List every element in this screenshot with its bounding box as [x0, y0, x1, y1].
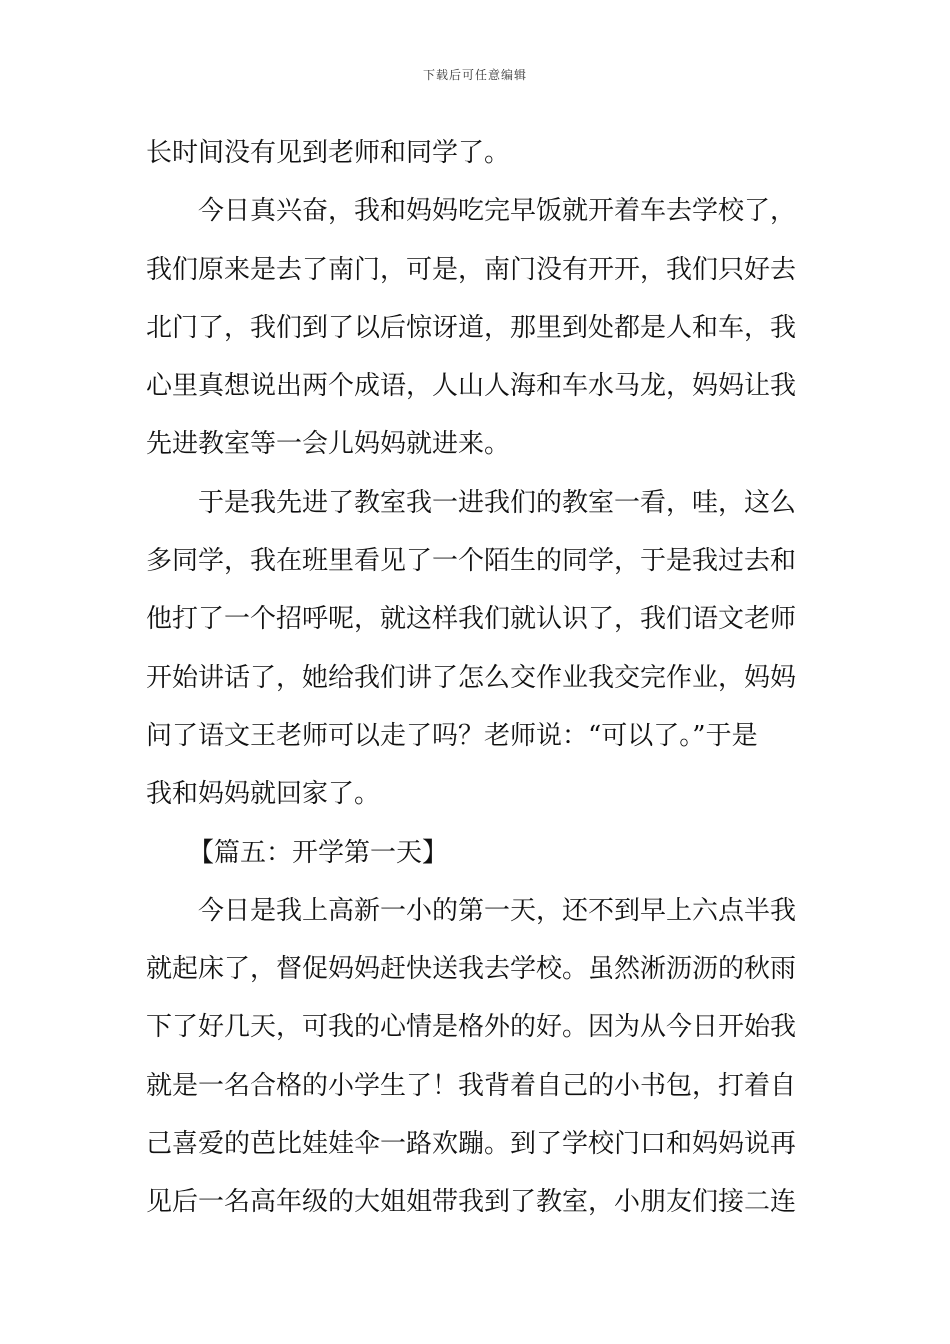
- text-line: 己喜爱的芭比娃娃伞一路欢蹦。到了学校门口和妈妈说再: [146, 1129, 797, 1160]
- text-line: 开始讲话了，她给我们讲了怎么交作业我交完作业，妈妈: [146, 662, 797, 693]
- text-line: 先进教室等一会儿妈妈就进来。: [146, 429, 511, 460]
- text-line: 北门了，我们到了以后惊讶道，那里到处都是人和车，我: [146, 312, 797, 343]
- text-line: 今日是我上高新一小的第一天，还不到早上六点半我: [198, 895, 797, 926]
- text-line: 多同学，我在班里看见了一个陌生的同学，于是我过去和: [146, 546, 797, 577]
- text-line: 今日真兴奋，我和妈妈吃完早饭就开着车去学校了，: [198, 196, 797, 227]
- text-line: 就是一名合格的小学生了！我背着自己的小书包，打着自: [146, 1070, 797, 1101]
- section-heading: 【篇五：开学第一天】: [188, 837, 449, 868]
- page-header: 下载后可任意编辑: [422, 68, 527, 82]
- text-line: 见后一名高年级的大姐姐带我到了教室，小朋友们接二连: [146, 1187, 797, 1218]
- text-line: 我和妈妈就回家了。: [146, 779, 381, 810]
- text-line: 就起床了，督促妈妈赶快送我去学校。虽然淅沥沥的秋雨: [146, 954, 797, 985]
- text-line: 于是我先进了教室我一进我们的教室一看，哇，这么: [198, 487, 797, 518]
- text-line: 他打了一个招呼呢，就这样我们就认识了，我们语文老师: [146, 604, 797, 635]
- text-line: 心里真想说出两个成语，人山人海和车水马龙，妈妈让我: [146, 371, 797, 402]
- text-line: 我们原来是去了南门，可是，南门没有开开，我们只好去: [146, 254, 797, 285]
- document-body: [146, 124, 810, 1232]
- text-line: 下了好几天，可我的心情是格外的好。因为从今日开始我: [146, 1012, 797, 1043]
- text-line: 长时间没有见到老师和同学了。: [146, 138, 511, 168]
- text-line: 问了语文王老师可以走了吗？老师说：“可以了。”于是: [146, 720, 758, 751]
